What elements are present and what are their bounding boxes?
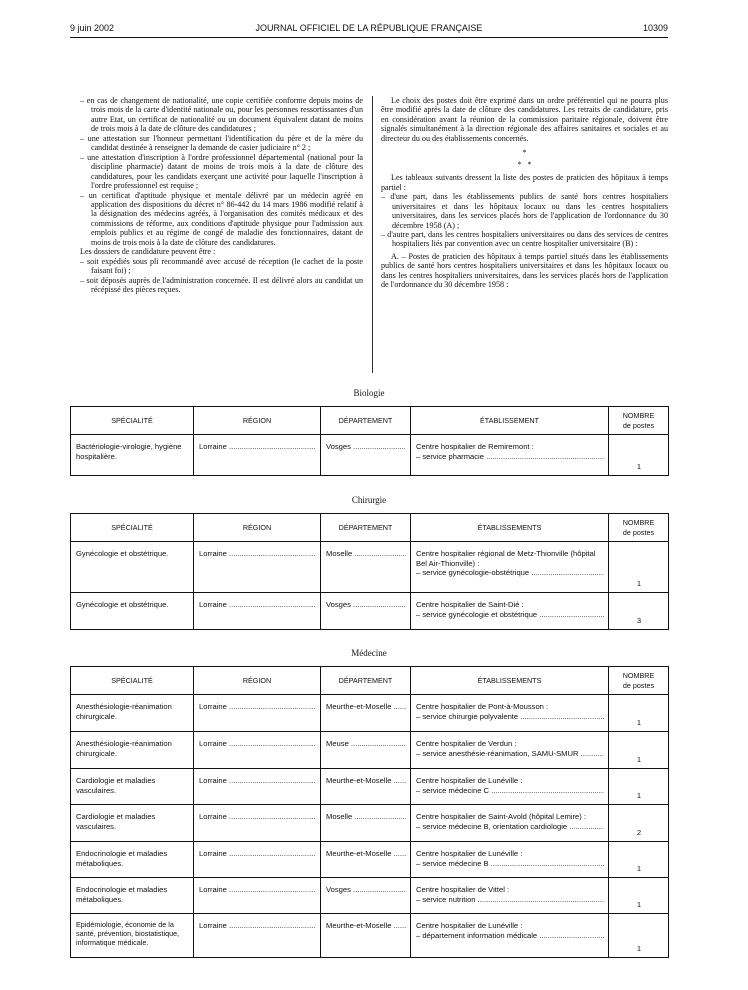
cell-nombre: 3 xyxy=(609,593,669,630)
section-title-biologie: Biologie xyxy=(353,388,385,398)
table-row xyxy=(71,914,669,958)
header-etablissements: ÉTABLISSEMENTS xyxy=(411,514,609,542)
paragraph-section-a: A. – Postes de praticien des hôpitaux à temps partiel situés dans les établissements publics de santé hors centres hospitaliers universitaires et dans les hôpitaux locaux ou dans les centres hospitaliers universitaires, dans les services placés hors de l'application de l'ordonnance du 30 décembre 1958 : xyxy=(381,251,668,290)
header-etablissements: ÉTABLISSEMENTS xyxy=(411,667,609,695)
table-row xyxy=(71,805,669,842)
header-title: JOURNAL OFFICIEL DE LA RÉPUBLIQUE FRANÇAISE xyxy=(255,23,483,33)
header-nombre xyxy=(609,407,669,435)
cell-nombre: 1 xyxy=(609,732,669,769)
cell-specialite: Epidémiologie, économie de la santé, prévention, biostatistique, informatique médicale. xyxy=(71,914,194,958)
cell-etablissement xyxy=(411,842,609,878)
etablissement-name: Centre hospitalier de Saint-Dié : xyxy=(416,600,524,609)
cell-etablissement xyxy=(411,805,609,842)
etablissement-service: – service nutrition ..... xyxy=(416,895,604,905)
header-de-postes-label: de postes xyxy=(622,420,655,430)
table-row xyxy=(71,842,669,878)
cell-region xyxy=(194,695,321,732)
cell-region xyxy=(194,842,321,878)
cell-nombre: 1 xyxy=(609,435,669,476)
cell-specialite: Endocrinologie et maladies métaboliques. xyxy=(71,878,194,914)
etablissement-service: – service chirurgie polyvalente ..... xyxy=(416,712,604,722)
table-row xyxy=(71,769,669,805)
section-title-medecine: Médecine xyxy=(351,648,387,658)
etablissement-name: Centre hospitalier de Remiremont : xyxy=(416,442,534,451)
cell-region xyxy=(194,914,321,958)
dossiers-list-item: – soit déposés auprès de l'administration concernée. Il est délivré alors au candidat un récépissé des pièces reçues. xyxy=(80,276,363,295)
cell-specialite: Anesthésiologie-réanimation chirurgicale. xyxy=(71,732,194,769)
separator-star-pair: * * xyxy=(517,160,532,170)
table-row xyxy=(71,542,669,593)
departement-text: Meurthe-et-Moselle ..... xyxy=(326,776,406,786)
header-region: RÉGION xyxy=(194,667,321,695)
header-specialite: SPÉCIALITÉ xyxy=(71,514,194,542)
cell-region xyxy=(194,732,321,769)
etablissement-name: Centre hospitalier de Pont-à-Mousson : xyxy=(416,702,549,711)
header-nombre-label: NOMBRE xyxy=(622,671,655,680)
cell-region xyxy=(194,593,321,630)
header-date: 9 juin 2002 xyxy=(70,23,115,33)
region-text: Lorraine ..... xyxy=(199,600,316,610)
cell-region xyxy=(194,769,321,805)
region-text: Lorraine ..... xyxy=(199,885,316,895)
region-text: Lorraine ..... xyxy=(199,442,316,452)
header-de-postes-label: de postes xyxy=(622,680,655,690)
cell-nombre: 1 xyxy=(609,842,669,878)
cell-nombre: 1 xyxy=(609,914,669,958)
cell-etablissement xyxy=(411,914,609,958)
cell-specialite: Anesthésiologie-réanimation chirurgicale. xyxy=(71,695,194,732)
departement-text: Vosges ..... xyxy=(326,885,406,895)
table-row xyxy=(71,435,669,476)
header-etablissement: ÉTABLISSEMENT xyxy=(411,407,609,435)
departement-text: Moselle ..... xyxy=(326,812,406,822)
etablissement-name: Centre hospitalier de Lunéville : xyxy=(416,921,523,930)
cell-specialite: Cardiologie et maladies vasculaires. xyxy=(71,805,194,842)
departement-text: Meurthe-et-Moselle ..... xyxy=(326,921,406,931)
table-medecine xyxy=(70,666,669,958)
cell-etablissement xyxy=(411,732,609,769)
departement-text: Meurthe-et-Moselle ..... xyxy=(326,849,406,859)
cell-specialite: Bactériologie-virologie, hygiène hospitalière. xyxy=(71,435,194,476)
cell-etablissement xyxy=(411,878,609,914)
region-text: Lorraine ..... xyxy=(199,776,316,786)
etablissement-service: – service anesthésie-réanimation, SAMU-SMUR ..... xyxy=(416,749,604,759)
dossiers-list-item: – soit expédiés sous pli recommandé avec accusé de réception (le cachet de la poste faisant foi) ; xyxy=(80,257,363,276)
cell-departement xyxy=(321,732,411,769)
region-text: Lorraine ..... xyxy=(199,849,316,859)
etablissement-name: Centre hospitalier de Verdun : xyxy=(416,739,517,748)
separator-stars xyxy=(381,147,668,171)
header-specialite: SPÉCIALITÉ xyxy=(71,407,194,435)
cell-nombre: 1 xyxy=(609,695,669,732)
cell-etablissement xyxy=(411,769,609,805)
table-row xyxy=(71,732,669,769)
cell-departement xyxy=(321,769,411,805)
cell-specialite: Gynécologie et obstétrique. xyxy=(71,593,194,630)
header-page-number: 10309 xyxy=(642,23,668,33)
table-header-row xyxy=(71,407,669,435)
cell-nombre: 2 xyxy=(609,805,669,842)
cell-departement xyxy=(321,542,411,593)
tableaux-list-item: – d'autre part, dans les centres hospitaliers universitaires ou dans des services de centres hospitaliers liés par convention avec un centre hospitalier universitaire (B) : xyxy=(381,230,668,249)
etablissement-name: Centre hospitalier de Vittel : xyxy=(416,885,510,894)
departement-text: Vosges ..... xyxy=(326,442,406,452)
section-title-chirurgie: Chirurgie xyxy=(351,495,387,505)
cell-nombre: 1 xyxy=(609,542,669,593)
column-divider xyxy=(372,96,373,373)
cell-departement xyxy=(321,695,411,732)
cell-departement xyxy=(321,878,411,914)
header-de-postes-label: de postes xyxy=(622,527,655,537)
cell-departement xyxy=(321,593,411,630)
right-column xyxy=(381,96,668,290)
cell-region xyxy=(194,805,321,842)
cell-etablissement xyxy=(411,542,609,593)
etablissement-service: – service gynécologie-obstétrique ..... xyxy=(416,568,604,578)
table-header-row xyxy=(71,667,669,695)
cell-departement xyxy=(321,842,411,878)
header-nombre-label: NOMBRE xyxy=(622,518,655,527)
header-nombre xyxy=(609,667,669,695)
cell-region xyxy=(194,878,321,914)
etablissement-service: – service médecine B, orientation cardiologie ..... xyxy=(416,822,604,832)
cell-departement xyxy=(321,805,411,842)
header-departement: DÉPARTEMENT xyxy=(321,407,411,435)
header-nombre xyxy=(609,514,669,542)
etablissement-service: – département information médicale ..... xyxy=(416,931,604,941)
cell-specialite: Endocrinologie et maladies métaboliques. xyxy=(71,842,194,878)
departement-text: Moselle ..... xyxy=(326,549,406,559)
cell-etablissement xyxy=(411,695,609,732)
region-text: Lorraine ..... xyxy=(199,812,316,822)
cell-etablissement xyxy=(411,435,609,476)
header-region: RÉGION xyxy=(194,514,321,542)
etablissement-service: – service gynécologie et obstétrique ..... xyxy=(416,610,604,620)
table-row xyxy=(71,593,669,630)
cell-departement xyxy=(321,914,411,958)
header-departement: DÉPARTEMENT xyxy=(321,514,411,542)
etablissement-service: – service pharmacie ..... xyxy=(416,452,604,462)
etablissement-name: Centre hospitalier de Saint-Avold (hôpital Lemire) : xyxy=(416,812,586,821)
etablissement-name: Centre hospitalier régional de Metz-Thionville (hôpital Bel Air-Thionville) : xyxy=(416,549,596,568)
header-departement: DÉPARTEMENT xyxy=(321,667,411,695)
etablissement-service: – service médecine C ..... xyxy=(416,786,604,796)
table-row xyxy=(71,695,669,732)
header-specialite: SPÉCIALITÉ xyxy=(71,667,194,695)
cell-specialite: Gynécologie et obstétrique. xyxy=(71,542,194,593)
region-text: Lorraine ..... xyxy=(199,739,316,749)
tableaux-list-item: – d'une part, dans les établissements publics de santé hors centres hospitaliers universitaires et dans les hôpitaux locaux ou dans les centres hospitaliers universitaires, dans les services placés hors de l'application de l'ordonnance du 30 décembre 1958 (A) ; xyxy=(381,192,668,230)
header-nombre-label: NOMBRE xyxy=(622,411,655,420)
document-list-item: – un certificat d'aptitude physique et mentale délivré par un médecin agréé en application des dispositions du décret n° 86-442 du 14 mars 1986 modifié relatif à la désignation des médecins agréés, à l'organisation des comités médicaux et des commissions de réforme, aux conditions d'aptitude physique pour l'admission aux emplois publics et au régime de congé de maladie des fonctionnaires, datant de moins de trois mois à la date de clôture des candidatures. xyxy=(80,191,363,248)
departement-text: Meuse ..... xyxy=(326,739,406,749)
left-column xyxy=(80,96,363,295)
document-list-item: – une attestation sur l'honneur permettant l'identification du père et de la mère du candidat destinée à renseigner la demande de casier judiciaire n° 2 ; xyxy=(80,134,363,153)
etablissement-name: Centre hospitalier de Lunéville : xyxy=(416,776,523,785)
departement-text: Meurthe-et-Moselle ..... xyxy=(326,702,406,712)
cell-etablissement xyxy=(411,593,609,630)
cell-region xyxy=(194,542,321,593)
cell-specialite: Cardiologie et maladies vasculaires. xyxy=(71,769,194,805)
separator-star: * xyxy=(522,148,527,158)
region-text: Lorraine ..... xyxy=(199,549,316,559)
etablissement-name: Centre hospitalier de Lunéville : xyxy=(416,849,523,858)
document-list-item: – en cas de changement de nationalité, une copie certifiée conforme depuis moins de trois mois de la carte d'identité nationale ou, pour les personnes ressortissantes d'un autre Etat, un certificat de nationalité ou un document équivalent datant de moins de trois mois à la date de clôture des candidatures ; xyxy=(80,96,363,134)
region-text: Lorraine ..... xyxy=(199,702,316,712)
header-rule xyxy=(70,37,668,38)
table-row xyxy=(71,878,669,914)
table-chirurgie xyxy=(70,513,669,630)
departement-text: Vosges ..... xyxy=(326,600,406,610)
etablissement-service: – service médecine B ..... xyxy=(416,859,604,869)
document-list-item: – une attestation d'inscription à l'ordre professionnel départemental (national pour la discipline pharmacie) datant de moins de trois mois à la date de clôture des candidatures, pour les candidats exerçant une activité pour laquelle l'inscription à l'ordre professionnel est requise ; xyxy=(80,153,363,191)
header-region: RÉGION xyxy=(194,407,321,435)
paragraph-choix-postes: Le choix des postes doit être exprimé dans un ordre préférentiel qui ne pourra plus être modifié après la date de clôture des candidatures. Les retraits de candidature, pris en considération avant la réunion de la commission paritaire régionale, doivent être signalés simultanément à la direction régionale des affaires sanitaires et sociales et au directeur du ou des établissements concernés. xyxy=(381,96,668,143)
cell-region xyxy=(194,435,321,476)
region-text: Lorraine ..... xyxy=(199,921,316,931)
cell-departement xyxy=(321,435,411,476)
cell-nombre: 1 xyxy=(609,769,669,805)
table-header-row xyxy=(71,514,669,542)
page-header xyxy=(70,22,668,36)
dossiers-intro: Les dossiers de candidature peuvent être : xyxy=(80,247,216,257)
cell-nombre: 1 xyxy=(609,878,669,914)
paragraph-tableaux: Les tableaux suivants dressent la liste des postes de praticien des hôpitaux à temps partiel : xyxy=(381,173,668,192)
table-biologie xyxy=(70,406,669,476)
